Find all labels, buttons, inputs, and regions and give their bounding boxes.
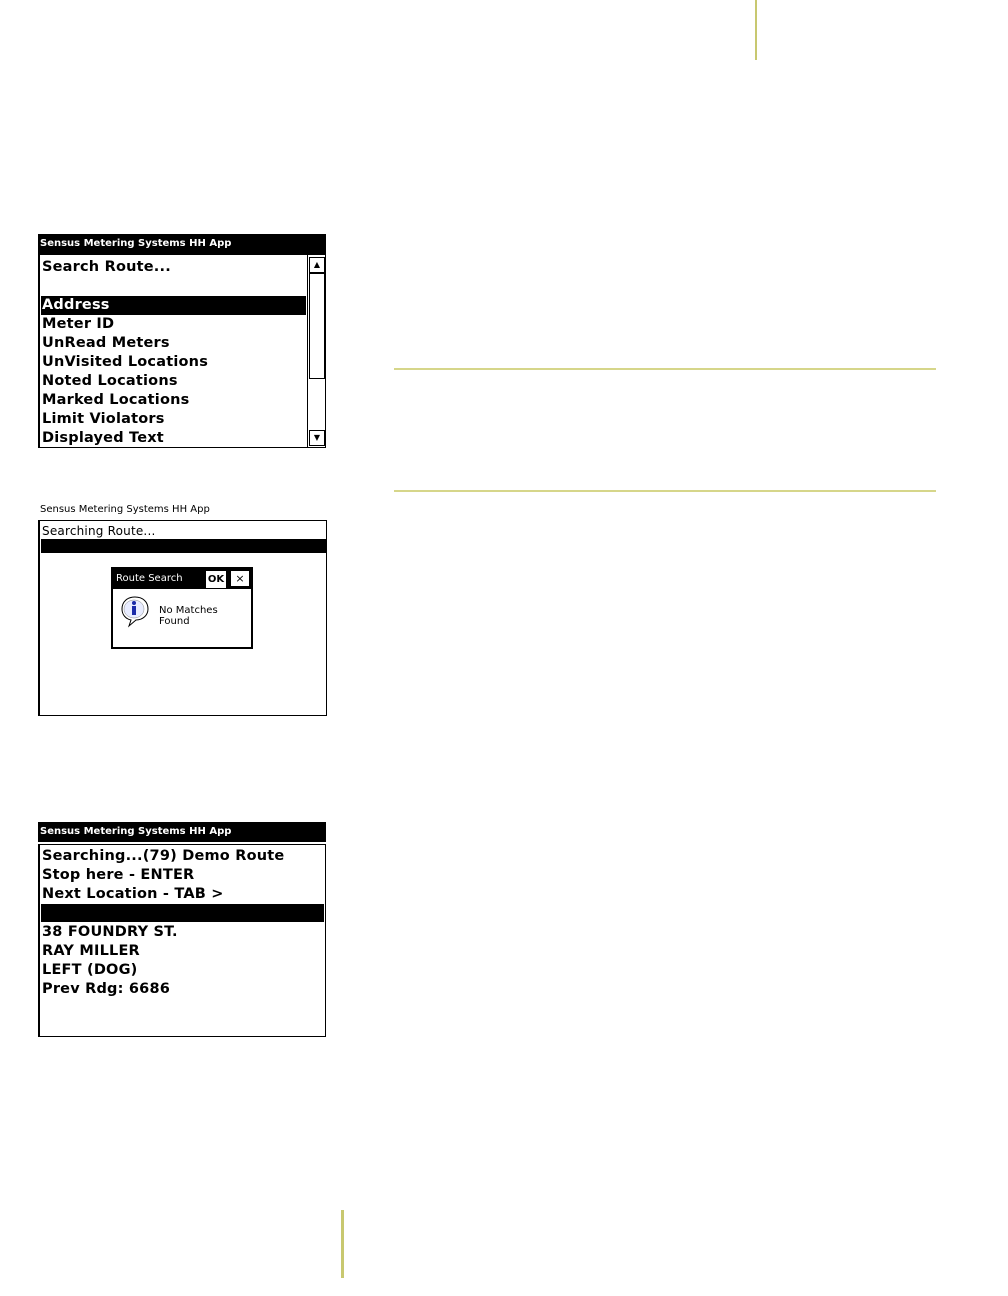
selection-bar	[41, 904, 324, 922]
accent-divider-line	[394, 368, 936, 370]
route-search-dialog	[111, 567, 253, 649]
app-title-bar: Sensus Metering Systems HH App	[38, 500, 327, 520]
screen-search-route-menu	[38, 234, 326, 448]
status-line: Stop here - ENTER	[42, 867, 195, 883]
selection-bar	[41, 539, 326, 553]
list-item[interactable]: Limit Violators	[42, 411, 165, 427]
list-item[interactable]: Meter ID	[42, 316, 115, 332]
list-item[interactable]: UnRead Meters	[42, 335, 170, 351]
status-line: Next Location - TAB >	[42, 886, 224, 902]
status-line: Searching...(79) Demo Route	[42, 848, 285, 864]
list-item[interactable]: Displayed Text	[42, 430, 164, 446]
search-results-panel	[38, 844, 326, 1037]
scroll-up-arrow-icon[interactable]: ▲	[309, 257, 325, 273]
list-item[interactable]: UnVisited Locations	[42, 354, 209, 370]
location-detail-line: Prev Rdg: 6686	[42, 981, 171, 997]
searching-route-panel	[38, 520, 327, 716]
top-accent-vertical-line	[755, 0, 757, 60]
accent-divider-line	[394, 490, 936, 492]
search-route-list	[38, 254, 326, 448]
dialog-close-icon[interactable]: ×	[231, 571, 249, 586]
list-item[interactable]: Noted Locations	[42, 373, 178, 389]
app-title-bar: Sensus Metering Systems HH App	[38, 234, 326, 254]
location-detail-line: LEFT (DOG)	[42, 962, 138, 978]
list-heading: Search Route...	[42, 259, 171, 275]
dialog-ok-button[interactable]: OK	[206, 571, 226, 588]
info-icon	[119, 595, 151, 629]
dialog-title: Route Search	[113, 569, 251, 589]
dialog-message: No Matches Found	[159, 605, 218, 627]
screen-searching-results	[38, 822, 326, 1037]
list-scrollbar[interactable]	[307, 255, 325, 447]
location-detail-line: RAY MILLER	[42, 943, 140, 959]
app-title-bar: Sensus Metering Systems HH App	[38, 822, 326, 842]
list-item[interactable]: Address	[41, 296, 306, 315]
bottom-accent-vertical-line	[341, 1210, 344, 1278]
list-item[interactable]: Marked Locations	[42, 392, 190, 408]
scroll-down-arrow-icon[interactable]: ▼	[309, 430, 325, 446]
searching-heading: Searching Route...	[42, 524, 156, 538]
location-detail-line: 38 FOUNDRY ST.	[42, 924, 178, 940]
scrollbar-thumb[interactable]	[309, 273, 325, 379]
screen-searching-route	[38, 500, 327, 716]
